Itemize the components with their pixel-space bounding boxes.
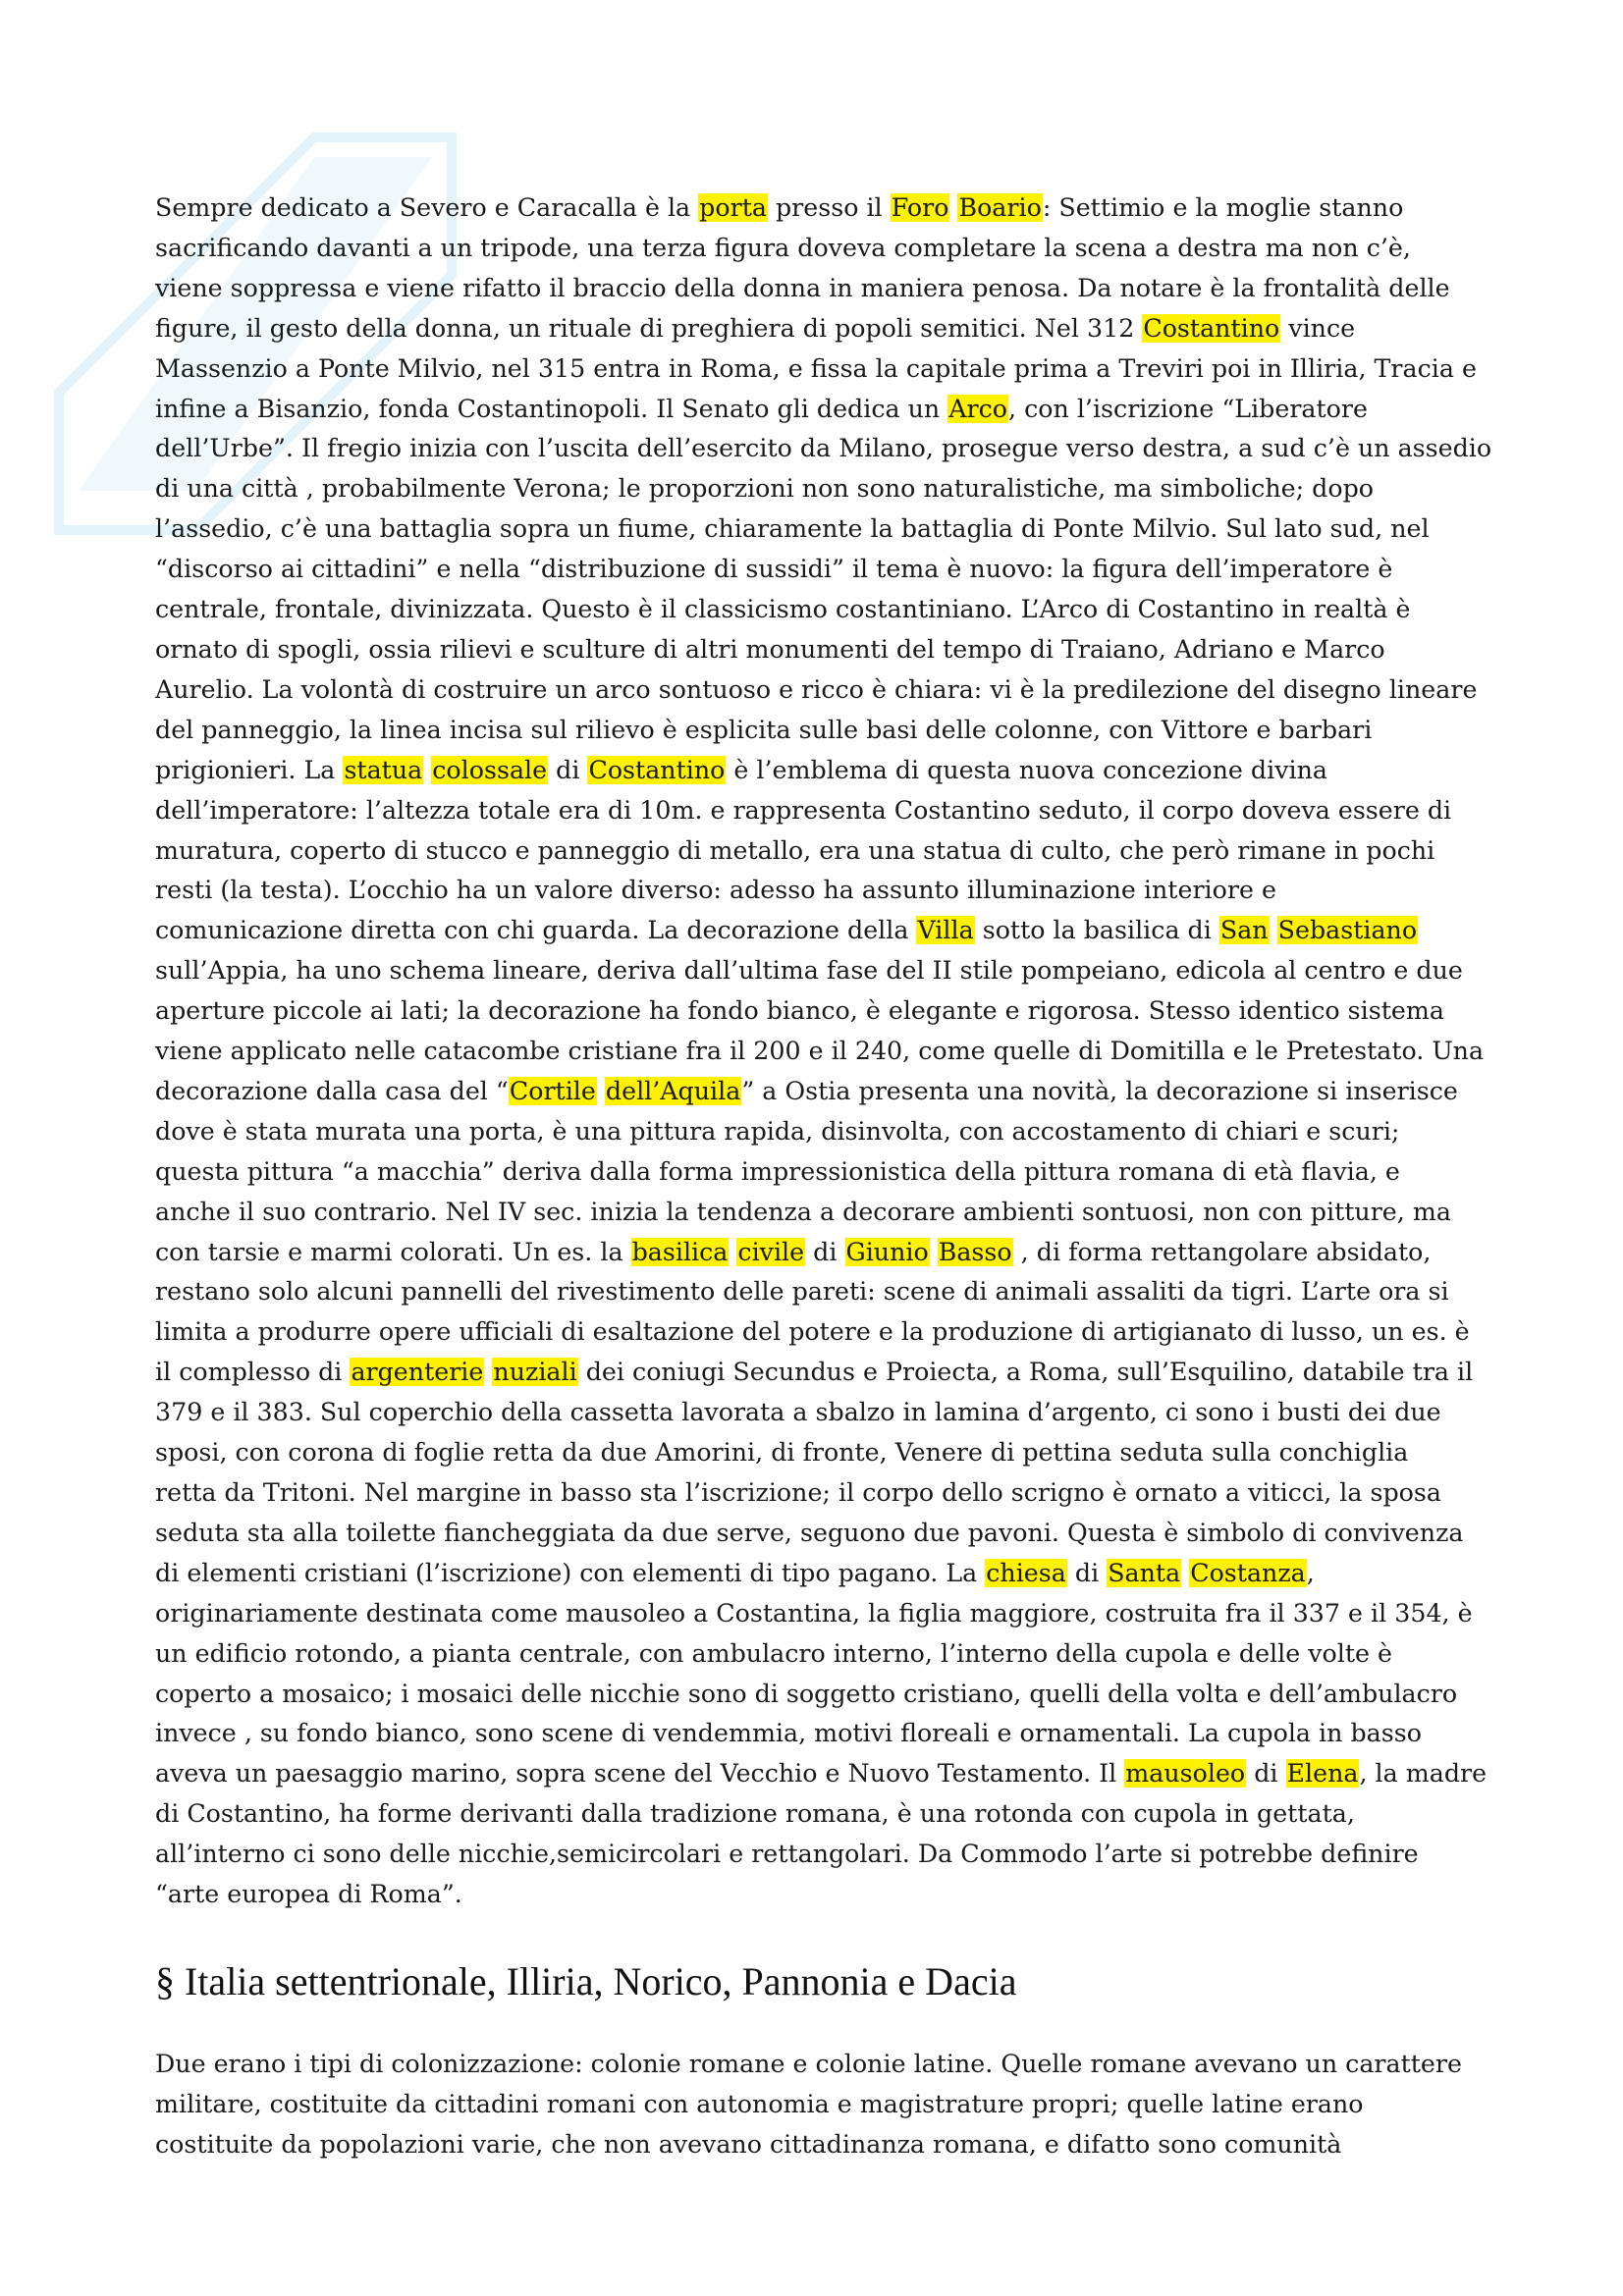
text-run: questa pittura “a macchia” deriva dalla forma impressionistica della pittura romana di età flavia, e <box>155 1156 1400 1186</box>
text-line <box>155 630 1476 670</box>
highlighted-term: Giunio <box>845 1237 929 1266</box>
text-run: restano solo alcuni pannelli del rivestimento delle pareti: scene di animali assaliti da tigri. L’arte ora si <box>155 1277 1449 1307</box>
text-run: all’interno ci sono delle nicchie,semicircolari e rettangolari. Da Commodo l’arte si potrebbe definire <box>155 1840 1419 1869</box>
text-run: sposi, con corona di foglie retta da due Amorini, di fronte, Venere di pettina seduta sulla conchiglia <box>155 1438 1409 1468</box>
text-run: di una città , probabilmente Verona; le proporzioni non sono naturalistiche, ma simboliche; dopo <box>155 474 1374 504</box>
text-run: aperture piccole ai lati; la decorazione ha fondo bianco, è elegante e rigorosa. Stesso identico sistema <box>155 996 1444 1026</box>
text-run: vince <box>1280 313 1356 343</box>
highlighted-term: statua <box>344 755 423 784</box>
text-run: dell’Urbe”. Il fregio inizia con l’uscita dell’esercito da Milano, prosegue verso destra, a sud c’è un assedio <box>155 434 1492 463</box>
text-line <box>155 2085 1476 2125</box>
highlighted-term: colossale <box>432 755 548 784</box>
text-run: ” a Ostia presenta una novità, la decorazione si inserisce <box>741 1076 1458 1105</box>
highlighted-term: argenterie <box>351 1358 484 1387</box>
text-line <box>155 1152 1476 1193</box>
text-line <box>155 751 1476 791</box>
text-run: retta da Tritoni. Nel margine in basso sta l’iscrizione; il corpo dello scrigno è ornato a viticci, la sposa <box>155 1478 1441 1507</box>
highlighted-term: Santa <box>1108 1558 1181 1587</box>
text-line <box>155 269 1476 309</box>
text-run: Due erano i tipi di colonizzazione: colonie romane e colonie latine. Quelle romane avevano un carattere <box>155 2049 1462 2078</box>
highlighted-term: Costanza <box>1190 1558 1306 1587</box>
text-line <box>155 1353 1476 1393</box>
text-run: dei coniugi Secundus e Proiecta, a Roma, sull’Esquilino, databile tra il <box>577 1358 1474 1387</box>
text-line <box>155 791 1476 831</box>
text-line <box>155 1433 1476 1473</box>
text-line <box>155 1514 1476 1554</box>
text-run: viene applicato nelle catacombe cristiane fra il 200 e il 240, come quelle di Domitilla e le Pretestato. Una <box>155 1037 1485 1066</box>
text-line <box>155 188 1476 229</box>
highlighted-term: Foro <box>891 193 949 222</box>
text-run: di <box>1066 1558 1108 1587</box>
text-line <box>155 1875 1476 1915</box>
text-line <box>155 1794 1476 1835</box>
text-run: comunicazione diretta con chi guarda. La decorazione della <box>155 916 917 945</box>
text-run <box>1181 1559 1189 1587</box>
text-run: centrale, frontale, divinizzata. Questo è il classicismo costantiniano. L’Arco di Costantino in realtà è <box>155 595 1411 624</box>
text-run: sotto la basilica di <box>974 916 1219 945</box>
text-line <box>155 550 1476 590</box>
text-line <box>155 349 1476 390</box>
text-run: “discorso ai cittadini” e nella “distribuzione di sussidi” il tema è nuovo: la figura dell’imperatore è <box>155 555 1393 584</box>
text-run: coperto a mosaico; i mosaici delle nicchie sono di soggetto cristiano, quelli della volta e dell’ambulacro <box>155 1679 1458 1708</box>
highlighted-term: San <box>1219 916 1269 945</box>
text-run: del panneggio, la linea incisa sul rilievo è esplicita sulle basi delle colonne, con Vittore e barbari <box>155 715 1373 744</box>
text-run: limita a produrre opere ufficiali di esaltazione del potere e la produzione di artigianato di lusso, un es. è <box>155 1317 1470 1347</box>
text-line <box>155 229 1476 269</box>
text-line <box>155 711 1476 751</box>
text-line <box>155 1754 1488 1794</box>
highlighted-term: dell’Aquila <box>605 1076 741 1105</box>
text-run: prigionieri. La <box>155 755 344 784</box>
text-run: sacrificando davanti a un tripode, una terza figura doveva completare la scena a destra ma non c’è, <box>155 233 1411 262</box>
text-run: ornato di spogli, ossia rilievi e sculture di altri monumenti del tempo di Traiano, Adriano e Marco <box>155 634 1385 664</box>
text-run: : Settimio e la moglie stanno <box>1042 193 1404 222</box>
text-line <box>155 469 1476 509</box>
text-line <box>155 1072 1476 1112</box>
text-run: invece , su fondo bianco, sono scene di vendemmia, motivi floreali e ornamentali. La cupola in basso <box>155 1719 1422 1748</box>
text-run: aveva un paesaggio marino, sopra scene del Vecchio e Nuovo Testamento. Il <box>155 1759 1125 1789</box>
text-line <box>155 1554 1476 1594</box>
text-run <box>1270 916 1277 944</box>
text-line <box>155 1473 1476 1514</box>
text-line <box>155 1193 1476 1233</box>
highlighted-term: Elena <box>1286 1759 1359 1789</box>
text-line <box>155 309 1476 349</box>
text-line <box>155 1272 1476 1312</box>
text-line <box>155 871 1476 911</box>
text-run: , con l’iscrizione “Liberatore <box>1008 394 1368 423</box>
text-line <box>155 1714 1476 1754</box>
text-line <box>155 1312 1476 1353</box>
text-run: costituite da popolazioni varie, che non avevano cittadinanza romana, e difatto sono comunità <box>155 2129 1342 2159</box>
text-line <box>155 2125 1476 2165</box>
text-run: di <box>805 1237 845 1266</box>
text-run: , di forma rettangolare absidato, <box>1012 1237 1432 1266</box>
text-line <box>155 911 1476 951</box>
text-run: , la madre <box>1359 1759 1488 1789</box>
text-run: è l’emblema di questa nuova concezione divina <box>726 755 1327 784</box>
highlighted-term: Costantino <box>1143 313 1280 343</box>
text-run: , <box>1306 1558 1315 1587</box>
highlighted-term: basilica <box>631 1237 729 1266</box>
text-line <box>155 1032 1485 1072</box>
highlighted-term: Cortile <box>509 1076 596 1105</box>
section-heading: § Italia settentrionale, Illiria, Norico, Pannonia e Dacia <box>155 1958 1017 2003</box>
text-run: di <box>1246 1759 1286 1789</box>
highlighted-term: nuziali <box>493 1358 577 1387</box>
text-line <box>155 429 1492 469</box>
text-run: 379 e il 383. Sul coperchio della cassetta lavorata a sbalzo in lamina d’argento, ci sono i busti dei due <box>155 1398 1441 1427</box>
text-line <box>155 1634 1476 1675</box>
highlighted-term: Villa <box>917 916 974 945</box>
highlighted-term: Arco <box>948 394 1008 423</box>
text-run: infine a Bisanzio, fonda Costantinopoli. Il Senato gli dedica un <box>155 394 948 423</box>
text-line <box>155 390 1476 430</box>
body-paragraph-2 <box>155 2045 1476 2165</box>
text-line <box>155 951 1476 991</box>
text-run: l’assedio, c’è una battaglia sopra un fiume, chiaramente la battaglia di Ponte Milvio. Sul lato sud, nel <box>155 514 1430 544</box>
text-run: decorazione dalla casa del “ <box>155 1076 509 1105</box>
text-line <box>155 590 1476 630</box>
text-run: sull’Appia, ha uno schema lineare, deriva dall’ultima fase del II stile pompeiano, edicola al centro e due <box>155 956 1463 986</box>
highlighted-term: chiesa <box>986 1558 1066 1587</box>
text-line <box>155 991 1476 1032</box>
text-run: Aurelio. La volontà di costruire un arco sontuoso e ricco è chiara: vi è la predilezione del disegno lineare <box>155 674 1478 704</box>
text-run: resti (la testa). L’occhio ha un valore diverso: adesso ha assunto illuminazione interiore e <box>155 876 1276 905</box>
text-run: dell’imperatore: l’altezza totale era di 10m. e rappresenta Costantino seduto, il corpo doveva essere di <box>155 795 1452 825</box>
highlighted-term: Basso <box>938 1237 1012 1266</box>
highlighted-term: civile <box>737 1237 805 1266</box>
highlighted-term: mausoleo <box>1125 1759 1246 1789</box>
text-run: con tarsie e marmi colorati. Un es. la <box>155 1237 631 1266</box>
text-run: viene soppressa e viene rifatto il braccio della donna in maniera penosa. Da notare è la frontalità delle <box>155 273 1450 302</box>
text-run: militare, costituite da cittadini romani con autonomia e magistrature propri; quelle latine erano <box>155 2089 1364 2118</box>
highlighted-term: Sebastiano <box>1277 916 1418 945</box>
text-run <box>930 1238 938 1266</box>
text-line <box>155 1233 1476 1273</box>
text-line <box>155 1594 1476 1634</box>
text-run: originariamente destinata come mausoleo a Costantina, la figlia maggiore, costruita fra il 337 e il 354, è <box>155 1598 1473 1628</box>
text-line <box>155 2045 1476 2085</box>
text-line <box>155 509 1476 550</box>
text-line <box>155 1675 1476 1715</box>
text-run: muratura, coperto di stucco e panneggio di metallo, era una statua di culto, che però rimane in pochi <box>155 835 1435 865</box>
text-run: il complesso di <box>155 1358 351 1387</box>
text-line <box>155 1112 1476 1152</box>
text-run: Massenzio a Ponte Milvio, nel 315 entra in Roma, e fissa la capitale prima a Treviri poi in Illiria, Tracia e <box>155 353 1477 383</box>
text-line <box>155 1393 1476 1433</box>
highlighted-term: Costantino <box>588 755 726 784</box>
text-run: dove è stata murata una porta, è una pittura rapida, disinvolta, con accostamento di chiari e scuri; <box>155 1116 1400 1146</box>
text-run: anche il suo contrario. Nel IV sec. inizia la tendenza a decorare ambienti sontuosi, non con pitture, ma <box>155 1197 1451 1226</box>
text-run: di <box>548 755 588 784</box>
text-line <box>155 1835 1476 1875</box>
text-line <box>155 670 1476 711</box>
text-run: un edificio rotondo, a pianta centrale, con ambulacro interno, l’interno della cupola e delle volte è <box>155 1638 1392 1668</box>
text-line <box>155 831 1476 872</box>
text-run: seduta sta alla toilette fiancheggiata da due serve, seguono due pavoni. Questa è simbolo di convivenza <box>155 1518 1464 1547</box>
text-run: figure, il gesto della donna, un rituale di preghiera di popoli semitici. Nel 312 <box>155 313 1143 343</box>
text-run: di Costantino, ha forme derivanti dalla tradizione romana, è una rotonda con cupola in gettata, <box>155 1799 1355 1829</box>
text-run: “arte europea di Roma”. <box>155 1880 462 1909</box>
body-paragraph-1 <box>155 188 1492 1915</box>
text-run: di elementi cristiani (l’iscrizione) con elementi di tipo pagano. La <box>155 1558 986 1587</box>
text-run: presso il <box>767 193 891 222</box>
text-run: Sempre dedicato a Severo e Caracalla è la <box>155 193 699 222</box>
highlighted-term: porta <box>699 193 767 222</box>
highlighted-term: Boario <box>958 193 1042 222</box>
page-content <box>155 188 1492 2165</box>
text-run <box>597 1077 605 1105</box>
